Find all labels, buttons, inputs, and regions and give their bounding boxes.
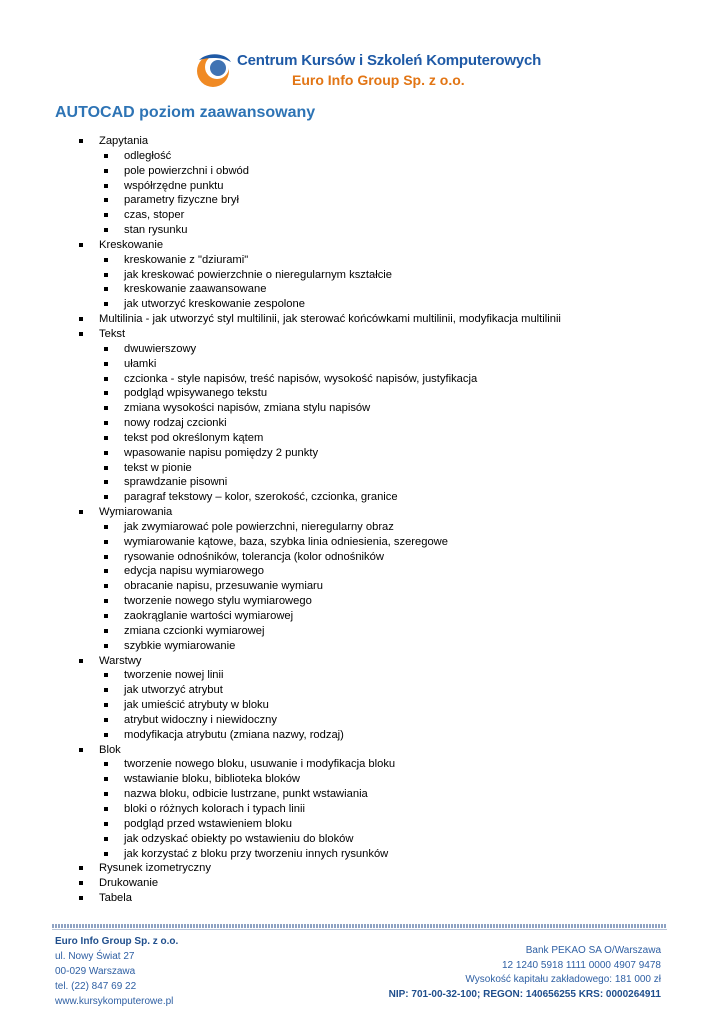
square-bullet-icon — [104, 555, 108, 559]
footer-divider-line — [52, 929, 667, 930]
outline-subitem-label: tworzenie nowego bloku, usuwanie i modyfikacja bloku — [124, 758, 396, 771]
square-bullet-icon — [104, 406, 108, 410]
outline-subitem-label: stan rysunku — [124, 224, 188, 237]
outline-item-label: Blok — [99, 743, 121, 756]
square-bullet-icon — [104, 733, 108, 737]
outline-subitem-label: nazwa bloku, odbicie lustrzane, punkt wstawiania — [124, 788, 368, 801]
outline-subitem-label: dwuwierszowy — [124, 342, 197, 355]
outline-subitem — [0, 817, 725, 832]
outline-subitem — [0, 609, 725, 624]
logo-emblem-icon — [193, 50, 233, 90]
outline-subitem — [0, 268, 725, 283]
square-bullet-icon — [104, 466, 108, 470]
outline-subitem-label: wstawianie bloku, biblioteka bloków — [124, 773, 300, 786]
outline-subitem — [0, 624, 725, 639]
outline-subitem-label: tworzenie nowej linii — [124, 669, 224, 682]
footer-company: Euro Info Group Sp. z o.o. — [55, 936, 179, 947]
outline-subitem — [0, 832, 725, 847]
outline-subitem — [0, 668, 725, 683]
footer-website-link[interactable]: www.kursykomputerowe.pl — [55, 996, 174, 1007]
outline-subitem — [0, 787, 725, 802]
outline-item — [0, 891, 725, 906]
company-logo — [193, 48, 542, 94]
square-bullet-icon — [104, 213, 108, 217]
outline-item — [0, 743, 725, 758]
outline-subitem-label: jak korzystać z bloku przy tworzeniu innych rysunków — [124, 847, 389, 860]
square-bullet-icon — [104, 569, 108, 573]
square-bullet-icon — [104, 673, 108, 677]
outline-item — [0, 654, 725, 669]
square-bullet-icon — [79, 139, 83, 143]
square-bullet-icon — [104, 688, 108, 692]
outline-subitem-label: tworzenie nowego stylu wymiarowego — [124, 595, 312, 608]
square-bullet-icon — [104, 852, 108, 856]
outline-subitem-label: jak utworzyć kreskowanie zespolone — [124, 298, 305, 311]
outline-item-label: Drukowanie — [99, 877, 159, 890]
outline-subitem — [0, 342, 725, 357]
footer-phone: tel. (22) 847 69 22 — [55, 981, 137, 992]
outline-subitem — [0, 193, 725, 208]
outline-item-label: Rysunek izometryczny — [99, 862, 211, 875]
outline-subitem-label: nowy rodzaj czcionki — [124, 417, 227, 430]
logo-subtitle: Euro Info Group Sp. z o.o. — [292, 72, 465, 88]
square-bullet-icon — [104, 377, 108, 381]
outline-subitem — [0, 847, 725, 862]
square-bullet-icon — [104, 644, 108, 648]
square-bullet-icon — [79, 748, 83, 752]
square-bullet-icon — [79, 896, 83, 900]
square-bullet-icon — [104, 599, 108, 603]
square-bullet-icon — [79, 243, 83, 247]
square-bullet-icon — [79, 510, 83, 514]
square-bullet-icon — [104, 584, 108, 588]
square-bullet-icon — [104, 169, 108, 173]
square-bullet-icon — [104, 525, 108, 529]
course-outline — [0, 134, 725, 906]
outline-item — [0, 238, 725, 253]
footer-divider — [52, 924, 667, 928]
outline-subitem — [0, 579, 725, 594]
outline-subitem — [0, 416, 725, 431]
outline-subitem — [0, 772, 725, 787]
square-bullet-icon — [104, 703, 108, 707]
outline-subitem-label: podgląd przed wstawieniem bloku — [124, 817, 292, 830]
square-bullet-icon — [104, 540, 108, 544]
square-bullet-icon — [79, 881, 83, 885]
footer-bank: Bank PEKAO SA O/Warszawa — [525, 945, 661, 956]
outline-subitem-label: edycja napisu wymiarowego — [124, 565, 264, 578]
outline-subitem-label: jak zwymiarować pole powierzchni, nieregularny obraz — [124, 520, 394, 533]
outline-subitem — [0, 179, 725, 194]
outline-subitem-label: jak kreskować powierzchnie o nieregularnym kształcie — [124, 268, 392, 281]
outline-subitem-label: modyfikacja atrybutu (zmiana nazwy, rodzaj) — [124, 728, 344, 741]
square-bullet-icon — [104, 822, 108, 826]
footer-contact — [55, 934, 178, 1009]
square-bullet-icon — [104, 302, 108, 306]
square-bullet-icon — [104, 614, 108, 618]
outline-subitem-label: obracanie napisu, przesuwanie wymiaru — [124, 580, 323, 593]
outline-subitem — [0, 461, 725, 476]
square-bullet-icon — [79, 317, 83, 321]
outline-subitem-label: czcionka - style napisów, treść napisów, wysokość napisów, justyfikacja — [124, 372, 478, 385]
footer-capital: Wysokość kapitału zakładowego: 181 000 zł — [465, 974, 661, 985]
outline-subitem-label: tekst w pionie — [124, 461, 192, 474]
footer-address-city: 00-029 Warszawa — [55, 966, 136, 977]
outline-subitem — [0, 535, 725, 550]
outline-subitem — [0, 550, 725, 565]
outline-item — [0, 876, 725, 891]
square-bullet-icon — [104, 792, 108, 796]
square-bullet-icon — [79, 332, 83, 336]
outline-subitem-label: podgląd wpisywanego tekstu — [124, 387, 268, 400]
outline-subitem — [0, 297, 725, 312]
outline-subitem-label: odległość — [124, 149, 172, 162]
footer-company-details — [389, 944, 661, 1002]
outline-subitem-label: bloki o różnych kolorach i typach linii — [124, 802, 305, 815]
outline-subitem — [0, 401, 725, 416]
outline-subitem-label: szybkie wymiarowanie — [124, 639, 236, 652]
outline-subitem — [0, 253, 725, 268]
square-bullet-icon — [104, 391, 108, 395]
outline-subitem — [0, 164, 725, 179]
square-bullet-icon — [79, 866, 83, 870]
outline-subitem — [0, 282, 725, 297]
square-bullet-icon — [104, 762, 108, 766]
outline-subitem-label: jak odzyskać obiekty po wstawieniu do bloków — [124, 832, 354, 845]
outline-subitem — [0, 357, 725, 372]
square-bullet-icon — [104, 718, 108, 722]
outline-subitem-label: wymiarowanie kątowe, baza, szybka linia odniesienia, szeregowe — [124, 535, 448, 548]
outline-subitem-label: sprawdzanie pisowni — [124, 476, 228, 489]
footer-address-street: ul. Nowy Świat 27 — [55, 951, 135, 962]
outline-subitem — [0, 802, 725, 817]
square-bullet-icon — [104, 258, 108, 262]
outline-subitem — [0, 223, 725, 238]
outline-subitem-label: tekst pod określonym kątem — [124, 431, 264, 444]
outline-subitem-label: parametry fizyczne brył — [124, 194, 240, 207]
page-title: AUTOCAD poziom zaawansowany — [55, 104, 316, 121]
outline-item-label: Wymiarowania — [99, 506, 173, 519]
square-bullet-icon — [104, 228, 108, 232]
outline-subitem-label: kreskowanie zaawansowane — [124, 283, 267, 296]
outline-item — [0, 134, 725, 149]
footer-account: 12 1240 5918 1111 0000 4907 9478 — [501, 959, 661, 971]
square-bullet-icon — [104, 154, 108, 158]
outline-subitem-label: atrybut widoczny i niewidoczny — [124, 713, 277, 726]
outline-subitem — [0, 446, 725, 461]
outline-item — [0, 505, 725, 520]
outline-item-label: Zapytania — [99, 135, 149, 147]
outline-item — [0, 327, 725, 342]
outline-subitem-label: paragraf tekstowy – kolor, szerokość, czcionka, granice — [124, 491, 398, 504]
outline-subitem — [0, 728, 725, 743]
outline-subitem-label: jak umieścić atrybuty w bloku — [124, 699, 269, 712]
outline-subitem-label: kreskowanie z "dziurami" — [124, 253, 249, 266]
square-bullet-icon — [104, 362, 108, 366]
square-bullet-icon — [104, 347, 108, 351]
outline-item-label: Tekst — [99, 327, 126, 340]
outline-subitem — [0, 639, 725, 654]
square-bullet-icon — [104, 495, 108, 499]
outline-subitem-label: rysowanie odnośników, tolerancja (kolor odnośników — [124, 550, 384, 563]
outline-subitem-label: jak utworzyć atrybut — [124, 684, 223, 697]
square-bullet-icon — [104, 273, 108, 277]
outline-item-label: Tabela — [99, 892, 132, 905]
square-bullet-icon — [104, 287, 108, 291]
outline-subitem — [0, 520, 725, 535]
outline-subitem — [0, 594, 725, 609]
outline-subitem-label: zmiana czcionki wymiarowej — [124, 624, 265, 637]
outline-subitem — [0, 149, 725, 164]
outline-subitem-label: pole powierzchni i obwód — [124, 164, 250, 177]
footer-registration-ids: NIP: 701-00-32-100; REGON: 140656255 KRS: 0000264911 — [388, 988, 661, 1000]
outline-subitem — [0, 490, 725, 505]
outline-item — [0, 861, 725, 876]
square-bullet-icon — [104, 198, 108, 202]
outline-item — [0, 312, 725, 327]
square-bullet-icon — [104, 184, 108, 188]
outline-subitem-label: wpasowanie napisu pomiędzy 2 punkty — [124, 446, 319, 459]
outline-item-label: Warstwy — [99, 654, 142, 667]
outline-subitem — [0, 683, 725, 698]
outline-subitem — [0, 372, 725, 387]
outline-subitem — [0, 698, 725, 713]
outline-subitem — [0, 208, 725, 223]
square-bullet-icon — [104, 451, 108, 455]
square-bullet-icon — [104, 629, 108, 633]
square-bullet-icon — [79, 659, 83, 663]
outline-subitem-label: zaokrąglanie wartości wymiarowej — [124, 610, 294, 622]
square-bullet-icon — [104, 436, 108, 440]
square-bullet-icon — [104, 480, 108, 484]
outline-subitem-label: współrzędne punktu — [124, 179, 224, 192]
outline-subitem — [0, 431, 725, 446]
square-bullet-icon — [104, 807, 108, 811]
square-bullet-icon — [104, 837, 108, 841]
outline-subitem — [0, 475, 725, 490]
outline-subitem-label: zmiana wysokości napisów, zmiana stylu napisów — [124, 402, 371, 415]
outline-subitem-label: ułamki — [124, 357, 157, 370]
square-bullet-icon — [104, 421, 108, 425]
outline-item-label: Multilinia - jak utworzyć styl multilinii, jak sterować końcówkami multilinii, modyfikacja multilinii — [99, 313, 561, 326]
outline-subitem — [0, 386, 725, 401]
outline-subitem — [0, 757, 725, 772]
outline-subitem — [0, 564, 725, 579]
outline-subitem — [0, 713, 725, 728]
outline-subitem-label: czas, stoper — [124, 209, 185, 222]
logo-title: Centrum Kursów i Szkoleń Komputerowych — [237, 52, 542, 69]
square-bullet-icon — [104, 777, 108, 781]
outline-item-label: Kreskowanie — [99, 238, 164, 251]
